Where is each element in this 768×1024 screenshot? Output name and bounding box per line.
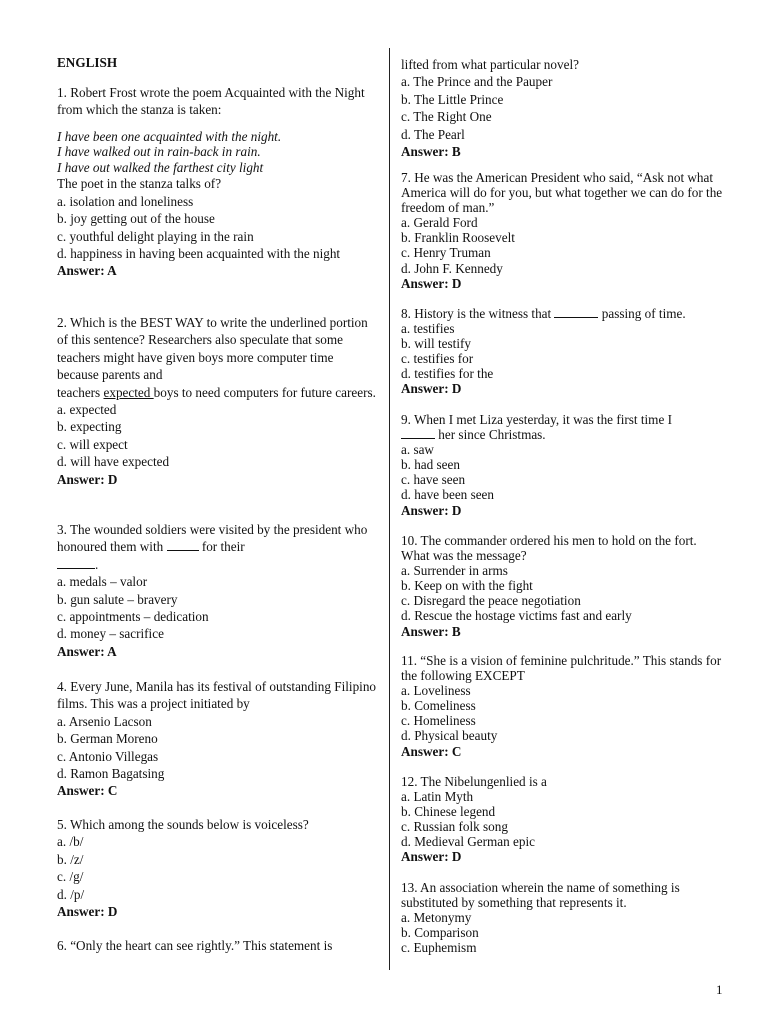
option-c: c. have seen [401, 472, 466, 488]
option-b: b. German Moreno [57, 731, 158, 747]
option-b: b. Keep on with the fight [401, 578, 533, 594]
option-d: d. will have expected [57, 454, 170, 470]
blank-line [167, 539, 199, 551]
question-stem: 6. “Only the heart can see rightly.” This statement is [57, 938, 333, 953]
question-stem: 12. The Nibelungenlied is a [401, 774, 547, 789]
stem-text: 8. History is the witness that [401, 306, 552, 321]
question-stem: 11. “She is a vision of feminine pulchritude.” This stands for the following EXCEPT [401, 653, 722, 684]
question-prompt: The poet in the stanza talks of? [57, 176, 222, 192]
option-d: d. /p/ [57, 886, 85, 902]
option-d: d. John F. Kennedy [401, 260, 503, 276]
question-stem [401, 306, 726, 321]
answer: Answer: A [57, 263, 117, 279]
option-b: b. will testify [401, 336, 471, 352]
stem-text: for their [201, 539, 245, 555]
stem-text: teachers [57, 384, 104, 400]
answer: Answer: B [401, 144, 461, 160]
option-c: c. Russian folk song [401, 819, 508, 835]
question-11 [401, 653, 726, 759]
blank-line [554, 306, 598, 318]
option-c: c. Euphemism [401, 940, 477, 956]
option-b: b. Chinese legend [401, 804, 496, 820]
option-c: c. /g/ [57, 869, 84, 885]
option-a: a. saw [401, 442, 434, 458]
option-b: b. joy getting out of the house [57, 211, 215, 227]
option-b: b. /z/ [57, 851, 84, 867]
option-a: a. isolation and loneliness [57, 193, 194, 209]
question-stem: 13. An association wherein the name of something is substituted by something that represents it. [401, 880, 680, 911]
stem-text: 9. When I met Liza yesterday, it was the first time I [401, 412, 672, 427]
column-divider [389, 48, 390, 970]
question-stem: lifted from what particular novel? [401, 57, 579, 72]
blank-line [401, 427, 435, 439]
option-d: d. Physical beauty [401, 728, 498, 744]
option-b: b. Comeliness [401, 698, 476, 714]
question-stem: 1. Robert Frost wrote the poem Acquainted with the Night from which the stanza is taken: [57, 85, 365, 118]
question-12 [401, 774, 726, 865]
page-number: 1 [716, 982, 723, 997]
option-c: c. will expect [57, 436, 128, 452]
question-stem-continued [57, 384, 377, 401]
option-c: c. testifies for [401, 351, 474, 367]
option-b: b. Franklin Roosevelt [401, 230, 515, 246]
option-a: a. Loveliness [401, 683, 471, 699]
poem-line: I have out walked the farthest city light [57, 159, 264, 175]
option-a: a. Arsenio Lacson [57, 713, 152, 729]
option-d: d. testifies for the [401, 366, 494, 382]
answer: Answer: D [401, 275, 462, 291]
stem-text: boys to need computers for future careers. [153, 384, 376, 400]
option-a: a. testifies [401, 321, 455, 337]
option-a: a. Surrender in arms [401, 563, 508, 579]
option-a: a. medals – valor [57, 574, 148, 590]
option-c: c. youthful delight playing in the rain [57, 228, 254, 244]
option-a: a. /b/ [57, 834, 84, 850]
question-1 [57, 84, 377, 280]
question-stem: 3. The wounded soldiers were visited by the president who honoured them with for their . [57, 522, 368, 572]
option-d: d. happiness in having been acquainted with the night [57, 245, 341, 261]
question-4 [57, 678, 377, 800]
option-c: c. Henry Truman [401, 245, 491, 261]
option-c: c. Antonio Villegas [57, 748, 159, 764]
option-c: c. Homeliness [401, 713, 476, 729]
answer: Answer: D [57, 471, 118, 487]
underlined-portion: expected [103, 384, 154, 400]
option-a: a. Metonymy [401, 910, 472, 926]
question-13 [401, 880, 726, 955]
question-5 [57, 816, 377, 920]
blank-line [57, 557, 95, 569]
question-3 [57, 521, 377, 660]
question-2 [57, 314, 377, 488]
option-b: b. gun salute – bravery [57, 591, 178, 607]
option-b: b. The Little Prince [401, 91, 504, 107]
question-6-start [57, 937, 377, 954]
stem-text: passing of time. [601, 306, 686, 321]
answer: Answer: B [401, 623, 461, 639]
option-d: d. The Pearl [401, 126, 465, 142]
question-stem: 4. Every June, Manila has its festival of outstanding Filipino films. This was a project initiated by [57, 679, 377, 712]
answer: Answer: D [401, 849, 462, 865]
question-stem [401, 412, 726, 442]
question-stem: 2. Which is the BEST WAY to write the underlined portion of this sentence? Researchers also speculate that some teachers might have given boys more computer time because parents and [57, 315, 368, 383]
stem-text: 3. The wounded soldiers were visited by the president who honoured them with [57, 522, 368, 555]
question-9 [401, 412, 726, 518]
answer: Answer: D [57, 904, 118, 920]
question-stem: 7. He was the American President who said, “Ask not what America will do for you, but what together we can do for the freedom of man.” [401, 170, 723, 216]
answer: Answer: C [57, 783, 118, 799]
option-b: b. Comparison [401, 925, 479, 941]
question-stem: 10. The commander ordered his men to hold on the fort. What was the message? [401, 533, 697, 564]
option-c: c. The Right One [401, 109, 492, 125]
question-10 [401, 533, 726, 639]
answer: Answer: D [401, 381, 462, 397]
poem-line: I have been one acquainted with the night. [57, 128, 282, 144]
option-b: b. expecting [57, 419, 122, 435]
option-d: d. money – sacrifice [57, 626, 164, 642]
option-a: a. The Prince and the Pauper [401, 74, 553, 90]
option-c: c. appointments – dedication [57, 609, 209, 625]
question-8 [401, 306, 726, 397]
answer: Answer: A [57, 643, 117, 659]
option-d: d. Rescue the hostage victims fast and early [401, 608, 632, 624]
question-6-continued [401, 56, 726, 160]
option-d: d. Ramon Bagatsing [57, 766, 165, 782]
option-a: a. Gerald Ford [401, 215, 478, 231]
section-heading: ENGLISH [57, 55, 118, 70]
question-7 [401, 170, 726, 291]
option-d: d. Medieval German epic [401, 834, 536, 850]
option-a: a. Latin Myth [401, 789, 474, 805]
poem-line: I have walked out in rain-back in rain. [57, 144, 261, 160]
option-d: d. have been seen [401, 487, 495, 503]
option-b: b. had seen [401, 457, 460, 473]
answer: Answer: D [401, 502, 462, 518]
question-stem: 5. Which among the sounds below is voiceless? [57, 817, 309, 832]
option-c: c. Disregard the peace negotiation [401, 593, 581, 609]
option-a: a. expected [57, 402, 117, 418]
stem-text: her since Christmas. [438, 427, 546, 443]
answer: Answer: C [401, 743, 462, 759]
